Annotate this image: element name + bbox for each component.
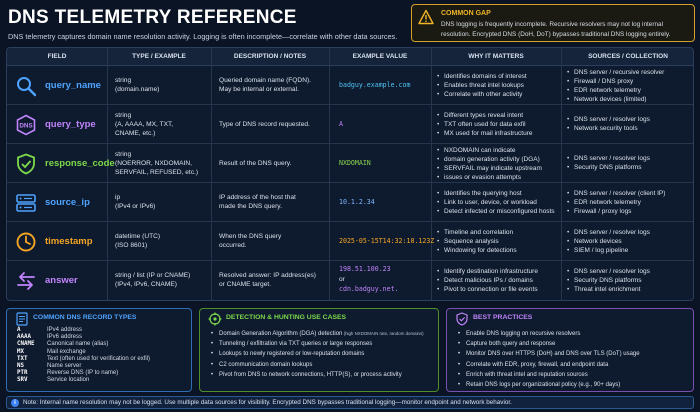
why-list (437, 189, 561, 216)
record-type-key: A (17, 327, 21, 333)
sources-list (567, 189, 693, 216)
sources-list (567, 68, 693, 104)
use-case-item: • Pivot from DNS to network connections, HTTP(S), or process activity (210, 370, 424, 380)
why-item: • Timeline and correlation (437, 228, 561, 237)
source-item: • Network devices (limited) (567, 95, 693, 104)
table-row (7, 222, 693, 261)
why-item: • Detect infected or misconfigured hosts (437, 207, 561, 216)
field-description: IP address of the host that made the DNS query. (219, 194, 296, 210)
shield-check-icon (15, 153, 37, 175)
shield-check-icon (455, 312, 469, 326)
record-type-key: CNAME (17, 341, 35, 348)
record-type-value: Service location (47, 377, 90, 384)
record-type-key: PTR (17, 370, 28, 377)
record-type-value: Canonical name (alias) (47, 341, 109, 348)
field-description: Resolved answer: IP address(es) or CNAME target. (219, 272, 316, 288)
use-case-item: • C2 communication domain lookups (210, 360, 424, 370)
source-item: • Security DNS platforms (567, 276, 693, 285)
field-type: string / list (IP or CNAME) (IPv4, IPv6, CNAME) (115, 272, 191, 288)
record-type-key: NS (17, 362, 24, 369)
column-header-description: DESCRIPTION / NOTES (233, 53, 307, 60)
record-type-key: SRV (17, 377, 28, 384)
record-type-value: Name server (47, 362, 82, 369)
page-title: DNS TELEMETRY REFERENCE (8, 7, 297, 28)
source-item: • Security DNS platforms (567, 163, 693, 172)
field-name: response_code (45, 158, 115, 169)
field-description: Result of the DNS query. (219, 160, 292, 167)
field-type: ip (IPv4 or IPv6) (115, 194, 156, 210)
source-item: • Firewall / proxy logs (567, 207, 693, 216)
record-type-row (17, 377, 150, 384)
why-list (437, 111, 561, 138)
sources-list (567, 154, 693, 172)
best-practice-item: • Monitor DNS over HTTPS (DoH) and DNS over TLS (DoT) usage (457, 349, 640, 359)
field-example: 198.51.100.23 (339, 265, 391, 273)
record-type-row (17, 370, 150, 377)
dns-badge-icon (15, 114, 37, 136)
why-list (437, 228, 561, 255)
best-practice-item: • Capture both query and response (457, 339, 640, 349)
source-item: • Network devices (567, 237, 693, 246)
source-item: • SIEM / log pipeline (567, 246, 693, 255)
field-description: Type of DNS record requested. (219, 121, 310, 128)
record-type-row (17, 349, 150, 356)
table-row (7, 66, 693, 105)
footer-note-text: Note: Internal name resolution may not be logged. Use multiple data sources for visibility. Encrypted DNS bypasses traditional logging—monitor endpoint and network behavior. (23, 399, 512, 406)
footer-note (6, 396, 694, 409)
why-item: • Detect malicious IPs / domains (437, 276, 561, 285)
record-type-value: Mail exchange (47, 348, 86, 355)
field-example: NXDOMAIN (339, 159, 371, 167)
best-practice-item: • Retain DNS logs per organizational policy (e.g., 90+ days) (457, 380, 640, 390)
crosshair-icon (208, 312, 222, 326)
record-types-panel (6, 308, 192, 392)
source-item: • Firewall / DNS proxy (567, 77, 693, 86)
field-example: badguy.example.com (339, 81, 411, 89)
common-gap-callout (411, 4, 695, 42)
field-name: query_type (45, 119, 96, 130)
record-type-value: Text (often used for verification or exfil) (47, 355, 151, 362)
column-header-field: FIELD (47, 53, 67, 60)
source-item: • DNS server / resolver logs (567, 267, 693, 276)
record-type-row (17, 341, 150, 348)
field-name: source_ip (45, 197, 90, 208)
record-type-value: IPv6 address (47, 334, 83, 341)
source-item: • EDR network telemetry (567, 86, 693, 95)
source-item: • DNS server / resolver logs (567, 154, 693, 163)
why-item: • Different types reveal intent (437, 111, 561, 120)
field-type: string (NOERROR, NXDOMAIN, SERVFAIL, REFUSED, etc.) (115, 151, 199, 176)
record-type-row (17, 356, 150, 363)
search-icon (15, 75, 37, 97)
example-separator: or (339, 276, 345, 283)
sources-list (567, 115, 693, 133)
common-gap-body: DNS logging is frequently incomplete. Recursive resolvers may not log internal resolution. Encrypted DNS (DoH, DoT) bypasses traditional DNS logging entirely. (441, 21, 671, 38)
sources-list (567, 267, 693, 294)
dns-fields-table (6, 47, 694, 301)
use-case-item: • Lookups to newly registered or low-reputation domains (210, 349, 424, 359)
table-row (7, 261, 693, 300)
why-item: • NXDOMAIN can indicate (437, 146, 561, 155)
clock-icon (15, 231, 37, 253)
field-type: string (domain.name) (115, 77, 160, 93)
why-item: • Sequence analysis (437, 237, 561, 246)
record-type-key: MX (17, 348, 24, 355)
source-item: • Threat intel enrichment (567, 285, 693, 294)
svg-text:DNS: DNS (19, 122, 33, 130)
best-practices-list (457, 329, 640, 390)
table-header (7, 48, 693, 66)
field-description: Queried domain name (FQDN). May be internal or external. (219, 77, 311, 93)
why-item: • Identifies domains of interest (437, 72, 561, 81)
field-example-alt: cdn.badguy.net. (339, 285, 399, 293)
why-item: • SERVFAIL may indicate upstream (437, 164, 561, 173)
why-item: • Windowing for detections (437, 246, 561, 255)
server-icon (15, 192, 37, 214)
field-description: When the DNS query occurred. (219, 233, 282, 249)
record-type-value: Reverse DNS (IP to name) (47, 370, 119, 377)
source-item: • EDR network telemetry (567, 198, 693, 207)
column-header-sources: SOURCES / COLLECTION (588, 53, 668, 60)
source-item: • DNS server / resolver (client IP) (567, 189, 693, 198)
record-type-key: AAAA (17, 334, 31, 341)
best-practices-panel (446, 308, 694, 392)
column-header-why: WHY IT MATTERS (468, 53, 524, 60)
use-case-item: • Tunneling / exfiltration via TXT queries or large responses (210, 339, 424, 349)
why-item: • Identifies the querying host (437, 189, 561, 198)
best-practice-item: • Enable DNS logging on recursive resolvers (457, 329, 640, 339)
record-type-row (17, 334, 150, 341)
field-example: A (339, 120, 343, 128)
warning-icon (418, 9, 434, 25)
return-arrows-icon (15, 270, 37, 292)
best-practices-title: BEST PRACTICES (473, 314, 533, 321)
best-practice-item: • Correlate with EDR, proxy, firewall, and endpoint data (457, 360, 640, 370)
use-cases-title: DETECTION & HUNTING USE CASES (226, 314, 347, 321)
why-item: • MX used for mail infrastructure (437, 129, 561, 138)
record-type-value: IPv4 address (47, 327, 83, 333)
field-name: answer (45, 275, 78, 286)
why-item: • Link to user, device, or workload (437, 198, 561, 207)
record-type-row (17, 363, 150, 370)
why-list (437, 72, 561, 99)
field-example: 10.1.2.34 (339, 198, 375, 206)
why-list (437, 267, 561, 294)
info-icon: i (11, 399, 19, 407)
column-header-example: EXAMPLE VALUE (352, 53, 408, 60)
record-type-row (17, 327, 150, 334)
record-type-key: TXT (17, 355, 28, 362)
page-subtitle: DNS telemetry captures domain name resolution activity. Logging is often incomplete—correlate with other data sources. (8, 32, 398, 41)
record-types-list (17, 327, 150, 385)
column-header-type: TYPE / EXAMPLE (132, 53, 186, 60)
use-cases-panel (199, 308, 439, 392)
document-icon (15, 312, 29, 326)
field-example: 2025-05-15T14:32:18.123Z (339, 237, 435, 245)
table-row (7, 144, 693, 183)
why-list (437, 146, 561, 182)
why-item: • TXT often used for data exfil (437, 120, 561, 129)
source-item: • DNS server / recursive resolver (567, 68, 693, 77)
why-item: • Pivot to connection or file events (437, 285, 561, 294)
best-practice-item: • Enrich with threat intel and reputation sources (457, 370, 640, 380)
source-item: • Network security tools (567, 124, 693, 133)
why-item: • issues or evasion attempts (437, 173, 561, 182)
source-item: • DNS server / resolver logs (567, 228, 693, 237)
why-item: • Correlate with other activity (437, 90, 561, 99)
field-name: query_name (45, 80, 101, 91)
use-cases-list (210, 329, 424, 380)
sources-list (567, 228, 693, 255)
why-item: • domain generation activity (DGA) (437, 155, 561, 164)
field-type: datetime (UTC) (ISO 8601) (115, 233, 161, 249)
record-types-title: COMMON DNS RECORD TYPES (33, 314, 137, 321)
table-row (7, 183, 693, 222)
table-row (7, 105, 693, 144)
source-item: • DNS server / resolver logs (567, 115, 693, 124)
why-item: • Enables threat intel lookups (437, 81, 561, 90)
use-case-item: • Domain Generation Algorithm (DGA) detection (high NXDOMAIN rate, random domains) (210, 329, 424, 339)
why-item: • Identify destination infrastructure (437, 267, 561, 276)
field-name: timestamp (45, 236, 93, 247)
common-gap-title: COMMON GAP (441, 10, 491, 17)
field-type: string (A, AAAA, MX, TXT, CNAME, etc.) (115, 112, 174, 137)
